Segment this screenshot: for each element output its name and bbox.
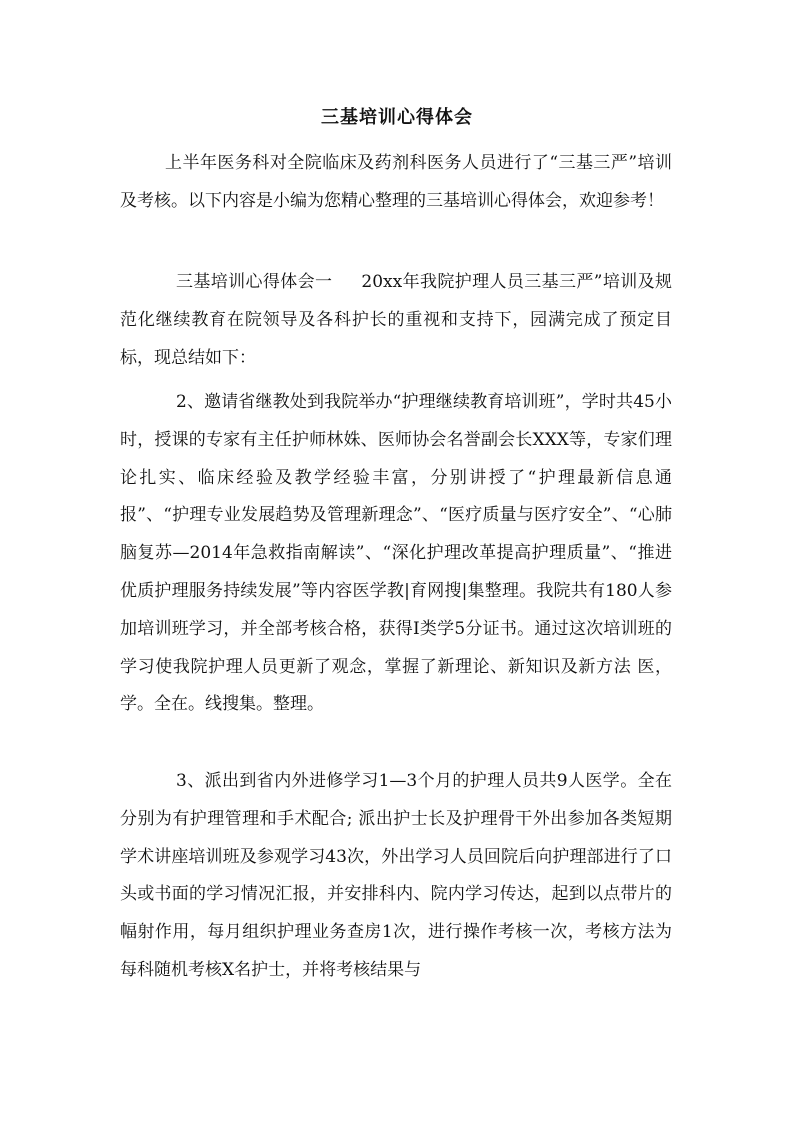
paragraph-item-3: 3、派出到省内外进修学习1—3个月的护理人员共9人医学。全在分别为有护理管理和手术配合; 派出护士长及护理骨干外出参加各类短期学术讲座培训班及参观学习43次，外出学习人员回院后向护理部进行了口头或书面的学习情况汇报，并安排科内、院内学习传达，起到以点带片的幅射作用，每月组织护理业务查房1次，进行操作考核一次，考核方法为每科随机考核X名护士，并将考核结果与 (120, 771, 672, 980)
paragraph-item-2: 2、邀请省继教处到我院举办“护理继续教育培训班”，学时共45小时，授课的专家有主任护师林姝、医师协会名誉副会长XXX等，专家们理论扎实、临床经验及教学经验丰富，分别讲授了“护理最新信息通报”、“护理专业发展趋势及管理新理念”、“医疗质量与医疗安全”、“心肺脑复苏—2014年急救指南解读”、“深化护理改革提高护理质量”、“推进优质护理服务持续发展”等内容医学教|育网搜|集整理。我院共有180人参 加培训班学习，并全部考核合格，获得Ⅰ类学5分证书。通过这次培训班的学习使我院护理人员更新了观念，掌握了新理论、新知识及新方法 医，学。全在。线搜集。整理。 (120, 392, 672, 715)
paragraph-intro: 上半年医务科对全院临床及药剂科医务人员进行了“三基三严”培训及考核。以下内容是小编为您精心整理的三基培训心得体会，欢迎参考！ (120, 153, 672, 211)
paragraph-summary-one: 三基培训心得体会一 20xx年我院护理人员三基三严”培训及规范化继续教育在院领导及各科护长的重视和支持下，园满完成了预定目标，现总结如下： (120, 272, 672, 368)
document-title: 三基培训心得体会 (321, 107, 473, 128)
